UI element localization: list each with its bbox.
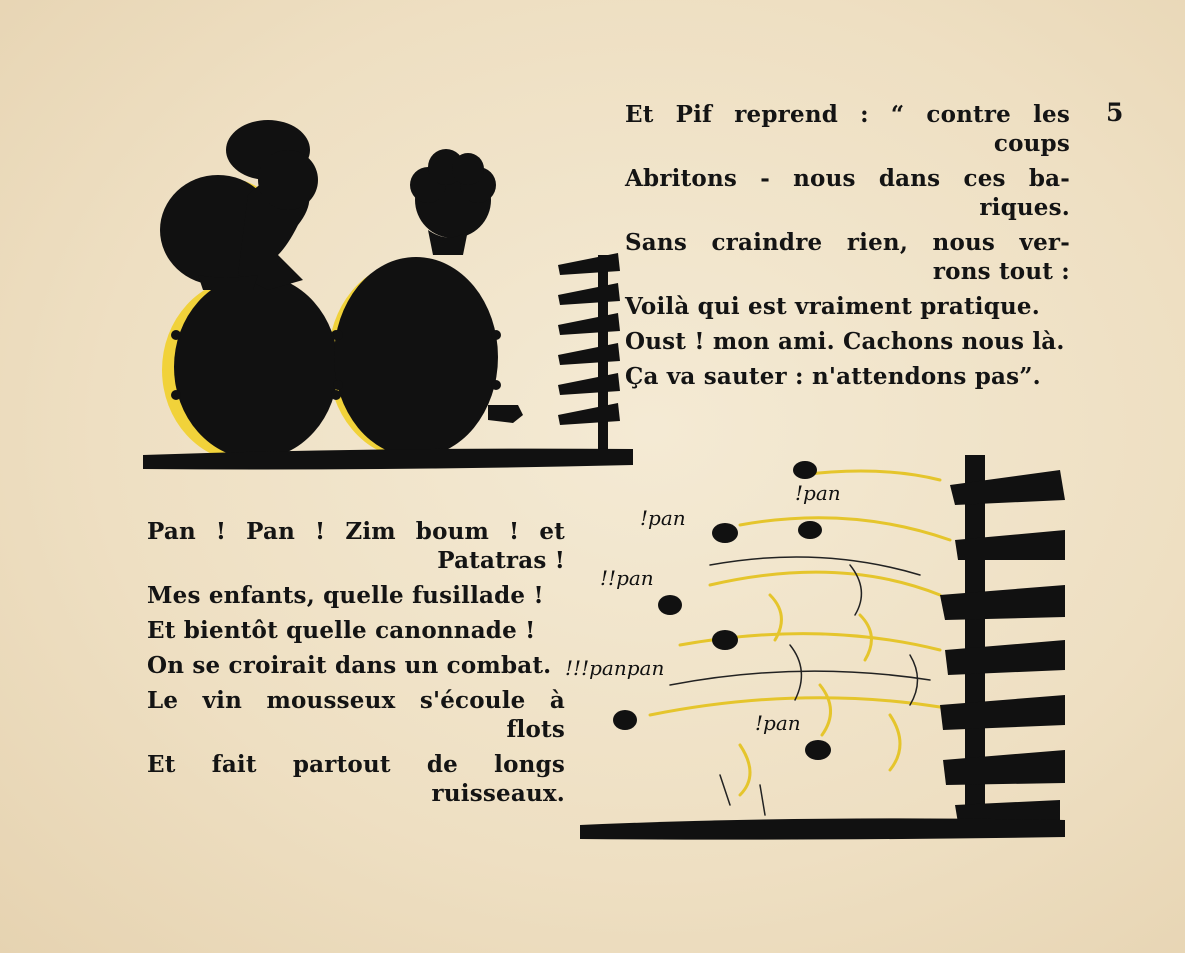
verse-top-line-5: Oust ! mon ami. Cachons nous là. bbox=[625, 328, 1065, 355]
verse-top-line-3: Sans craindre rien, nous ver- rons tout : bbox=[625, 229, 1070, 285]
verse-bottom bbox=[147, 517, 565, 814]
verse-bottom-line-1: Pan ! Pan ! Zim boum ! et Patatras ! bbox=[147, 518, 565, 574]
spray-strokes bbox=[650, 471, 950, 795]
sound-effect-pan-2: !pan bbox=[795, 481, 841, 505]
page-number: 5 bbox=[1106, 98, 1124, 127]
cellar-silhouette-illustration bbox=[128, 105, 640, 475]
verse-top bbox=[625, 100, 1070, 397]
verse-bottom-line-2: Mes enfants, quelle fusillade ! bbox=[147, 582, 544, 609]
sound-effect-pan-3: !!pan bbox=[600, 566, 654, 590]
verse-bottom-line-3: Et bientôt quelle canonnade ! bbox=[147, 617, 536, 644]
cork-fusillade-illustration bbox=[560, 445, 1080, 845]
verse-bottom-line-6: Et fait partout de longs ruisseaux. bbox=[147, 751, 565, 807]
sound-effect-pan-5: !pan bbox=[755, 711, 801, 735]
bottle-rack-bottles bbox=[558, 253, 620, 425]
verse-bottom-line-4: On se croirait dans un combat. bbox=[147, 652, 552, 679]
verse-top-line-2: Abritons - nous dans ces ba- riques. bbox=[625, 165, 1070, 221]
sound-effect-pan-4: !!!panpan bbox=[565, 656, 665, 680]
sound-effect-pan-1: !pan bbox=[640, 506, 686, 530]
verse-top-line-4: Voilà qui est vraiment pratique. bbox=[625, 293, 1040, 320]
verse-bottom-line-5: Le vin mousseux s'écoule à flots bbox=[147, 687, 565, 743]
verse-top-line-1: Et Pif reprend : “ contre les coups bbox=[625, 101, 1070, 157]
ink-silhouettes bbox=[143, 120, 633, 470]
spray-ink bbox=[670, 557, 930, 815]
verse-top-line-6: Ça va sauter : n'attendons pas”. bbox=[625, 363, 1041, 390]
